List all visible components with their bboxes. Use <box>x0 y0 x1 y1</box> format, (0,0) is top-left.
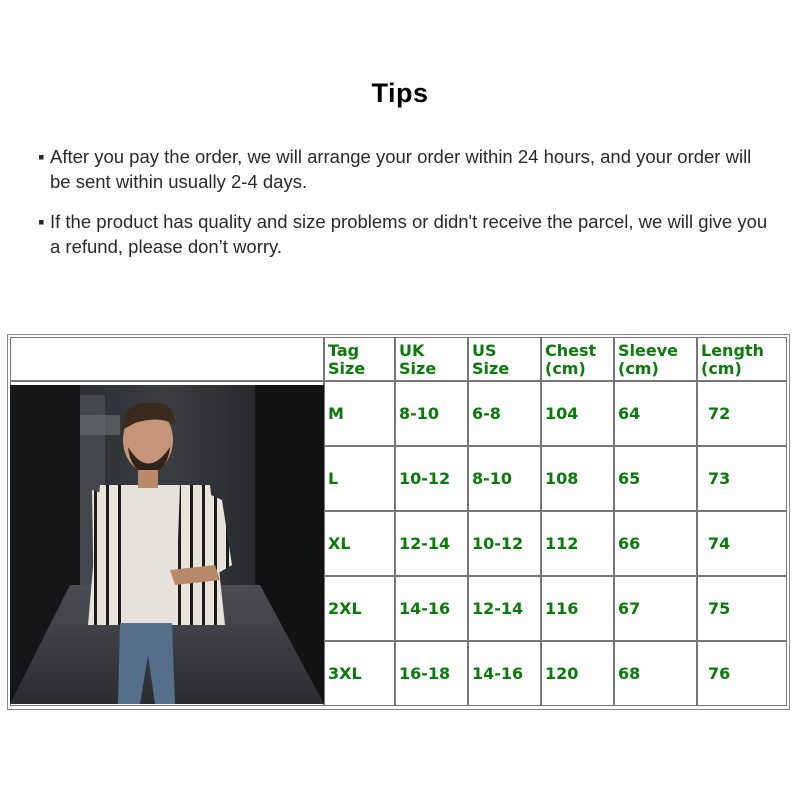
table-cell-uk-size: 16-18 <box>395 641 468 706</box>
model-photo <box>10 385 324 704</box>
table-cell-chest: 108 <box>541 446 614 511</box>
header-line: Size <box>399 359 437 378</box>
header-line: (cm) <box>545 359 586 378</box>
header-uk-size <box>395 337 468 381</box>
table-cell-tag-size: L <box>324 446 395 511</box>
table-cell-uk-size: 12-14 <box>395 511 468 576</box>
bullet-icon: ▪ <box>38 146 45 167</box>
table-cell-chest: 116 <box>541 576 614 641</box>
table-cell-length: 72 <box>697 381 787 446</box>
table-corner-cell <box>10 337 324 381</box>
bullet-icon: ▪ <box>38 211 45 232</box>
header-line: (cm) <box>701 359 742 378</box>
header-length <box>697 337 787 381</box>
table-cell-us-size: 10-12 <box>468 511 541 576</box>
header-line: Size <box>328 359 366 378</box>
table-cell-tag-size: 2XL <box>324 576 395 641</box>
header-tag-size <box>324 337 395 381</box>
header-line: Sleeve <box>618 341 678 360</box>
table-cell-tag-size: M <box>324 381 395 446</box>
table-cell-sleeve: 68 <box>614 641 697 706</box>
table-cell-length: 73 <box>697 446 787 511</box>
header-sleeve <box>614 337 697 381</box>
table-cell-sleeve: 65 <box>614 446 697 511</box>
table-cell-us-size: 12-14 <box>468 576 541 641</box>
tip-text-2: If the product has quality and size problems or didn't receive the parcel, we will give you a refund, please don’t worry. <box>50 211 768 257</box>
table-cell-us-size: 14-16 <box>468 641 541 706</box>
tip-item-1 <box>38 144 768 194</box>
table-cell-tag-size: 3XL <box>324 641 395 706</box>
table-cell-us-size: 6-8 <box>468 381 541 446</box>
table-cell-sleeve: 67 <box>614 576 697 641</box>
table-cell-us-size: 8-10 <box>468 446 541 511</box>
table-cell-chest: 112 <box>541 511 614 576</box>
header-chest <box>541 337 614 381</box>
header-line: Length <box>701 341 764 360</box>
tip-text-1: After you pay the order, we will arrange your order within 24 hours, and your order will be sent within usually 2-4 days. <box>50 146 752 192</box>
table-cell-length: 76 <box>697 641 787 706</box>
table-cell-chest: 104 <box>541 381 614 446</box>
table-cell-uk-size: 10-12 <box>395 446 468 511</box>
table-cell-uk-size: 14-16 <box>395 576 468 641</box>
header-line: US <box>472 341 497 360</box>
header-line: Size <box>472 359 510 378</box>
header-line: UK <box>399 341 425 360</box>
table-cell-sleeve: 66 <box>614 511 697 576</box>
model-photo-illustration <box>10 385 324 704</box>
table-cell-uk-size: 8-10 <box>395 381 468 446</box>
table-cell-sleeve: 64 <box>614 381 697 446</box>
header-line: Tag <box>328 341 360 360</box>
page-title: Tips <box>371 78 429 108</box>
header-us-size <box>468 337 541 381</box>
table-cell-length: 74 <box>697 511 787 576</box>
header-line: (cm) <box>618 359 659 378</box>
header-line: Chest <box>545 341 597 360</box>
table-cell-length: 75 <box>697 576 787 641</box>
tip-item-2 <box>38 209 768 259</box>
table-cell-tag-size: XL <box>324 511 395 576</box>
table-cell-chest: 120 <box>541 641 614 706</box>
